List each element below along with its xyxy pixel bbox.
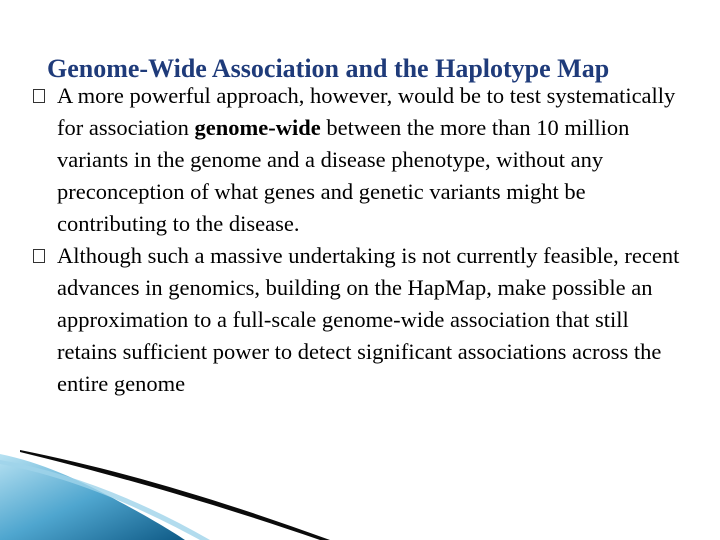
bullet-item-1 — [30, 80, 690, 240]
bullet-item-2 — [30, 240, 690, 400]
bullet-list — [30, 80, 690, 400]
bullet-box-icon — [33, 89, 45, 103]
bullet-1-text-pre: A more powerful approach, however, would be to test systematically for association — [57, 83, 676, 140]
bullet-1-text-post: between the more than 10 million variants in the genome and a disease phenotype, without any preconception of what genes and genetic variants might be contributing to the disease. — [57, 115, 630, 236]
bullet-box-icon — [33, 249, 45, 263]
bullet-2-text: Although such a massive undertaking is not currently feasible, recent advances in genomics, building on the HapMap, make possible an approximation to a full-scale genome-wide association that still retains sufficient power to detect significant associations across the entire genome — [57, 243, 680, 396]
corner-swoosh-decoration — [0, 440, 720, 540]
bullet-1-text-bold: genome-wide — [194, 115, 321, 140]
slide-title: Genome-Wide Association and the Haplotype Map — [47, 54, 610, 83]
